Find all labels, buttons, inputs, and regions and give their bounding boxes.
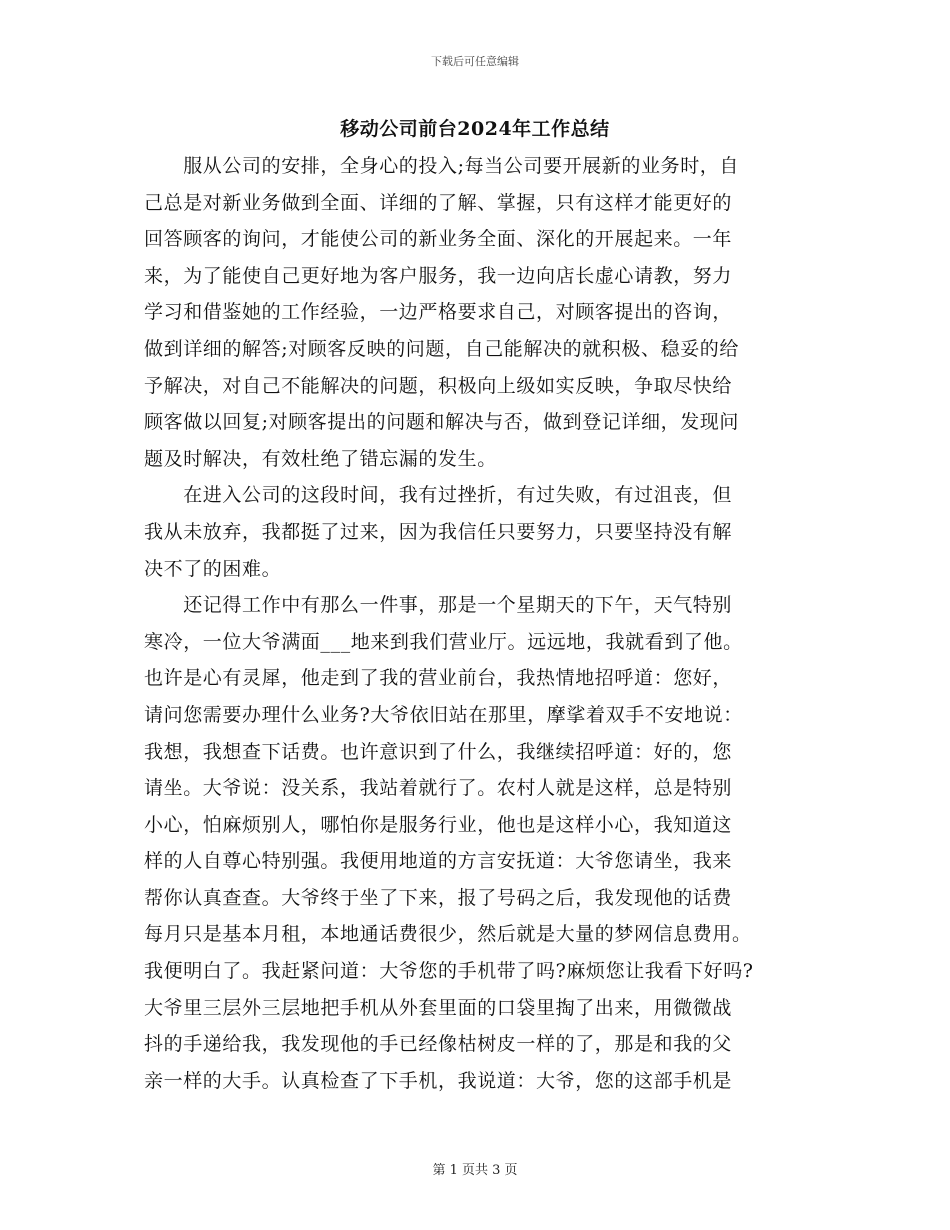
- body-line: 决不了的困难。: [144, 557, 282, 580]
- page-footer: 第 1 页共 3 页: [432, 1163, 518, 1178]
- body-line: 亲一样的大手。认真检查了下手机，我说道：大爷，您的这部手机是: [144, 1069, 733, 1092]
- body-line: 做到详细的解答;对顾客反映的问题，自己能解决的就积极、稳妥的给: [144, 337, 740, 360]
- body-line: 顾客做以回复;对顾客提出的问题和解决与否，做到登记详细，发现问: [144, 411, 740, 434]
- body-line: 请问您需要办理什么业务?大爷依旧站在那里，摩挲着双手不安地说：: [144, 703, 743, 726]
- body-line: 还记得工作中有那么一件事，那是一个星期天的下午，天气特别: [144, 594, 733, 617]
- body-line: 予解决，对自己不能解决的问题，积极向上级如实反映，争取尽快给: [144, 374, 733, 397]
- body-line: 帮你认真查查。大爷终于坐了下来，报了号码之后，我发现他的话费: [144, 886, 733, 909]
- body-line: 来，为了能使自己更好地为客户服务，我一边向店长虚心请教，努力: [144, 264, 733, 287]
- body-line: 我从未放弃，我都挺了过来，因为我信任只要努力，只要坚持没有解: [144, 520, 733, 543]
- body-line: 在进入公司的这段时间，我有过挫折，有过失败，有过沮丧，但: [144, 484, 733, 507]
- body-line: 己总是对新业务做到全面、详细的了解、掌握，只有这样才能更好的: [144, 191, 733, 214]
- body-line: 也许是心有灵犀，他走到了我的营业前台，我热情地招呼道：您好，: [144, 667, 733, 690]
- header-note: 下载后可任意编辑: [431, 55, 519, 68]
- body-line: 样的人自尊心特别强。我便用地道的方言安抚道：大爷您请坐，我来: [144, 850, 733, 873]
- document-body: [144, 148, 824, 1099]
- body-line: 我便明白了。我赶紧问道：大爷您的手机带了吗?麻烦您让我看下好吗?: [144, 960, 754, 983]
- body-line: 抖的手递给我，我发现他的手已经像枯树皮一样的了，那是和我的父: [144, 1033, 733, 1056]
- body-line: 寒冷，一位大爷满面___地来到我们营业厅。远远地，我就看到了他。: [144, 630, 743, 653]
- body-line: 每月只是基本月租，本地通话费很少，然后就是大量的梦网信息费用。: [144, 923, 752, 946]
- body-line: 大爷里三层外三层地把手机从外套里面的口袋里掏了出来，用微微战: [144, 996, 733, 1019]
- body-line: 学习和借鉴她的工作经验，一边严格要求自己，对顾客提出的咨询，: [144, 301, 733, 324]
- body-line: 请坐。大爷说：没关系，我站着就行了。农村人就是这样，总是特别: [144, 777, 733, 800]
- document-title: 移动公司前台2024年工作总结: [340, 118, 610, 140]
- body-line: 回答顾客的询问，才能使公司的新业务全面、深化的开展起来。一年: [144, 228, 733, 251]
- body-line: 小心，怕麻烦别人，哪怕你是服务行业，他也是这样小心，我知道这: [144, 813, 733, 836]
- body-line: 题及时解决，有效杜绝了错忘漏的发生。: [144, 447, 497, 470]
- body-line: 我想，我想查下话费。也许意识到了什么，我继续招呼道：好的，您: [144, 740, 733, 763]
- body-line: 服从公司的安排，全身心的投入;每当公司要开展新的业务时，自: [144, 155, 740, 177]
